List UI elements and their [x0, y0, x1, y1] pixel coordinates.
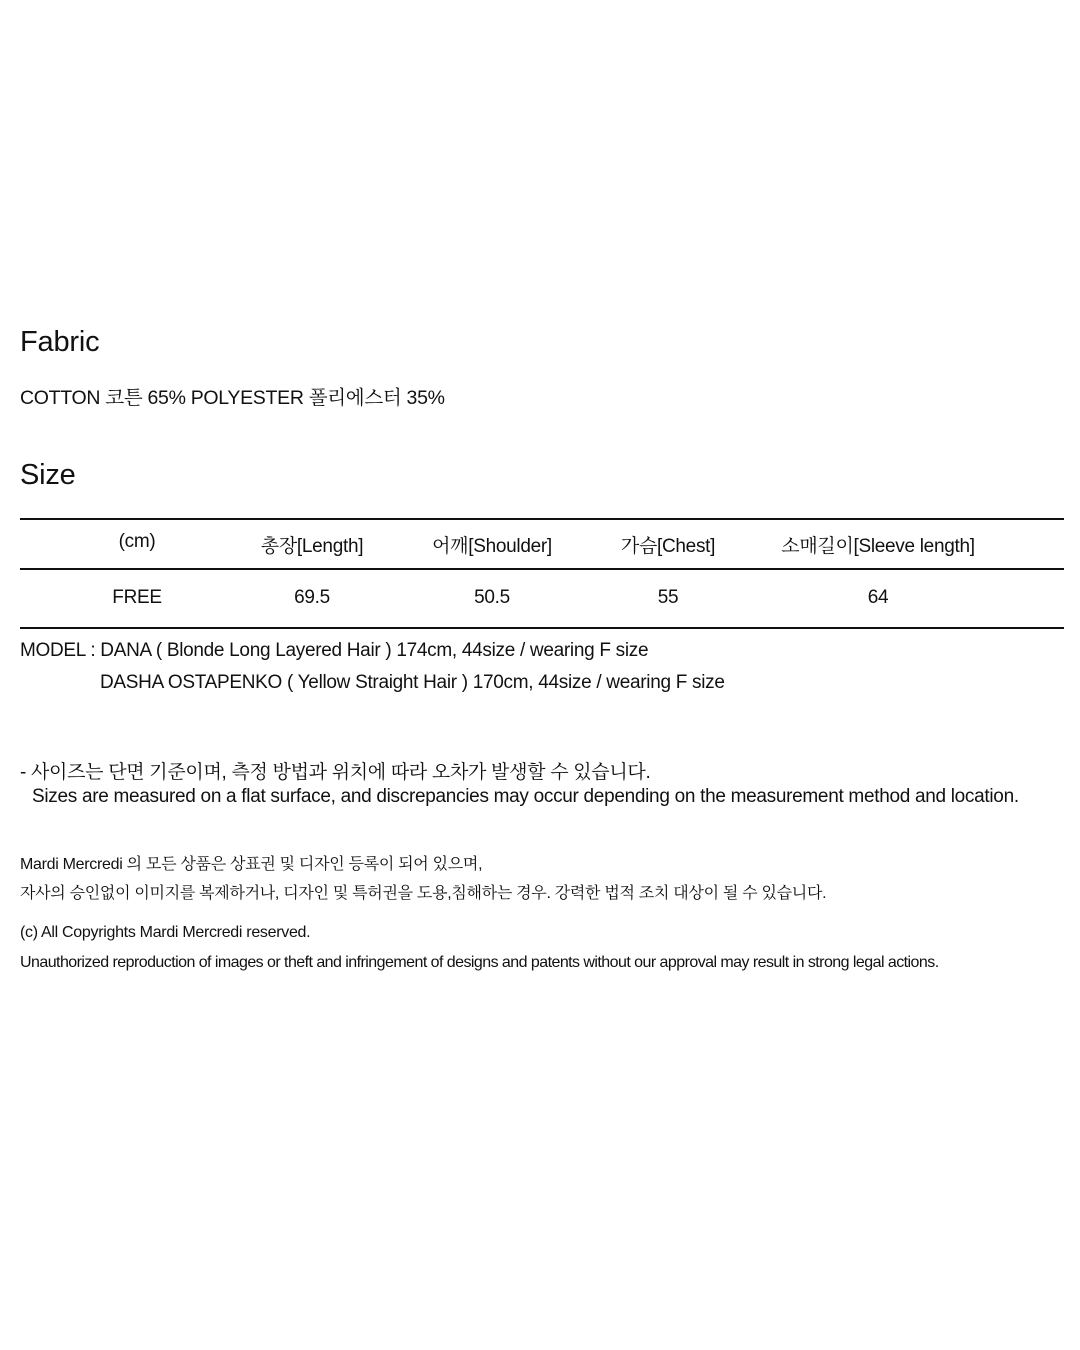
header-shoulder: 어깨[Shoulder] — [432, 536, 552, 557]
copyright-english: Unauthorized reproduction of images or theft and infringement of designs and patents without our approval may result in strong legal actions. — [20, 954, 939, 971]
header-length: 총장[Length] — [260, 536, 364, 557]
copyright-korean-line-1: Mardi Mercredi 의 모든 상품은 상표권 및 디자인 등록이 되어 있으며, — [20, 856, 483, 873]
copyright-notice: (c) All Copyrights Mardi Mercredi reserved. — [20, 924, 311, 941]
cell-size: FREE — [112, 587, 162, 608]
header-sleeve-length: 소매길이[Sleeve length] — [781, 536, 975, 557]
cell-shoulder: 50.5 — [474, 587, 510, 608]
cell-sleeve-length: 64 — [867, 587, 889, 608]
table-bottom-rule — [20, 627, 1064, 629]
fabric-title: Fabric — [20, 326, 100, 358]
fabric-composition: COTTON 코튼 65% POLYESTER 폴리에스터 35% — [20, 387, 445, 409]
cell-length: 69.5 — [294, 587, 330, 608]
size-note-korean: - 사이즈는 단면 기준이며, 측정 방법과 위치에 따라 오차가 발생할 수 있습니다. — [20, 762, 651, 783]
header-unit: (cm) — [118, 531, 156, 552]
copyright-korean-line-2: 자사의 승인없이 이미지를 복제하거나, 디자인 및 특허권을 도용,침해하는 경우. 강력한 법적 조치 대상이 될 수 있습니다. — [20, 885, 827, 902]
table-header-rule — [20, 568, 1064, 570]
table-top-rule — [20, 518, 1064, 520]
header-chest: 가슴[Chest] — [620, 536, 716, 557]
size-title: Size — [20, 459, 76, 491]
size-note-english: Sizes are measured on a flat surface, and discrepancies may occur depending on the measurement method and location. — [32, 786, 1019, 807]
model-info-line-1: MODEL : DANA ( Blonde Long Layered Hair ) 174cm, 44size / wearing F size — [20, 640, 649, 661]
cell-chest: 55 — [657, 587, 679, 608]
model-info-line-2: DASHA OSTAPENKO ( Yellow Straight Hair ) 170cm, 44size / wearing F size — [100, 672, 725, 693]
